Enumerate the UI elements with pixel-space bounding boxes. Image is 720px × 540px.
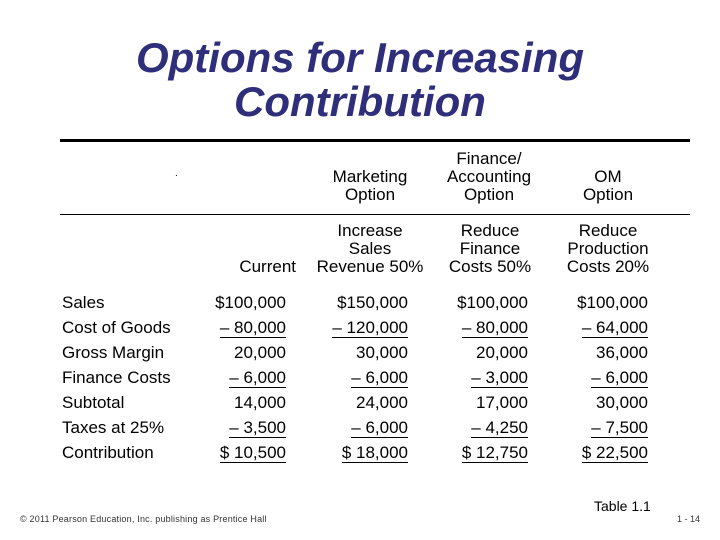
table-cell [556,418,648,443]
table-cell [318,318,408,343]
cell-value: – 3,000 [471,368,528,387]
subheader-line: Production [567,239,649,258]
table-cell [436,368,528,393]
header-line: Option [463,185,515,204]
subheader-line: Revenue 50% [316,257,424,276]
table-cell [556,443,648,468]
subheader-line: Finance [459,239,521,258]
column-marketing [318,293,408,468]
subheader-marketing [308,222,432,276]
header-line: Option [582,185,634,204]
cell-value: – 6,000 [351,368,408,387]
table-cell [436,418,528,443]
cell-value: $100,000 [457,293,528,312]
table-top-rule [60,139,690,142]
cell-value: – 4,250 [471,418,528,437]
subheader-line: Sales [348,239,392,258]
row-labels [62,293,171,468]
table-cell [318,393,408,418]
header-finance [428,150,550,204]
cell-value: 14,000 [234,393,286,412]
table-cell [318,443,408,468]
subheader-line: Increase [337,221,403,240]
cell-value: $150,000 [337,293,408,312]
table-cell [196,393,286,418]
subheader-current [198,222,296,276]
table-cell [318,418,408,443]
table-cell [436,318,528,343]
cell-value: $ 22,500 [581,443,648,462]
stray-dot-mark: . [175,168,178,179]
cell-value: 17,000 [476,393,528,412]
table-cell [436,343,528,368]
cell-value: 36,000 [596,343,648,362]
cell-value: – 80,000 [219,318,286,337]
table-cell [196,318,286,343]
table-cell [196,443,286,468]
cell-value: – 6,000 [591,368,648,387]
header-om [552,150,664,204]
column-current [196,293,286,468]
header-line: Option [344,185,396,204]
subheader-line: Reduce [460,221,520,240]
table-cell [556,293,648,318]
header-line: Marketing [332,167,408,186]
header-line: Finance/ [456,149,522,168]
cell-value: – 120,000 [332,318,408,337]
row-label-finance-costs: Finance Costs [62,368,171,387]
cell-value: $ 18,000 [341,443,408,462]
table-cell [318,368,408,393]
header-line [552,150,664,168]
row-label-contribution: Contribution [62,443,154,462]
header-line [312,150,428,168]
row-label-gross-margin: Gross Margin [62,343,165,362]
slide-title-line-1: Options for Increasing [135,34,585,81]
table-cell [196,368,286,393]
cell-value: – 80,000 [461,318,528,337]
cell-value: 24,000 [356,393,408,412]
cell-value: 30,000 [356,343,408,362]
table-cell [556,318,648,343]
row-label-sales: Sales [62,293,105,312]
cell-value: – 6,000 [229,368,286,387]
cell-value: $ 10,500 [219,443,286,462]
cell-value: – 6,000 [351,418,408,437]
subheader-line [198,222,296,240]
subheader-line: Costs 50% [448,257,532,276]
cell-value: 20,000 [476,343,528,362]
subheader-line: Costs 20% [566,257,650,276]
table-cell [436,293,528,318]
cell-value: 30,000 [596,393,648,412]
table-cell [318,293,408,318]
table-cell [556,393,648,418]
cell-value: $ 12,750 [461,443,528,462]
table-cell [196,293,286,318]
table-cell [436,443,528,468]
row-label-subtotal: Subtotal [62,393,125,412]
cell-value: 20,000 [234,343,286,362]
header-line: Accounting [446,167,532,186]
copyright-notice: © 2011 Pearson Education, Inc. publishing as Prentice Hall [20,514,267,524]
table-header-rule [60,214,690,215]
subheader-line: Reduce [578,221,638,240]
column-om [556,293,648,468]
subheader-finance [434,222,546,276]
table-cell [556,368,648,393]
column-finance [436,293,528,468]
subheader-line: Current [239,257,296,276]
header-line: OM [594,167,622,186]
cell-value: – 64,000 [581,318,648,337]
cell-value: $100,000 [577,293,648,312]
page-number: 1 - 14 [676,514,700,524]
cell-value: $100,000 [215,293,286,312]
table-cell [196,343,286,368]
slide-title-line-2: Contribution [234,78,486,125]
table-cell [196,418,286,443]
table-cell [436,393,528,418]
header-marketing [312,150,428,204]
table-cell [556,343,648,368]
cell-value: – 3,500 [229,418,286,437]
slide-title [0,36,720,124]
row-label-taxes: Taxes at 25% [62,418,165,437]
subheader-line [198,240,296,258]
table-cell [318,343,408,368]
table-reference: Table 1.1 [594,498,651,514]
cell-value: – 7,500 [591,418,648,437]
row-label-cost-of-goods: Cost of Goods [62,318,171,337]
subheader-om [552,222,664,276]
